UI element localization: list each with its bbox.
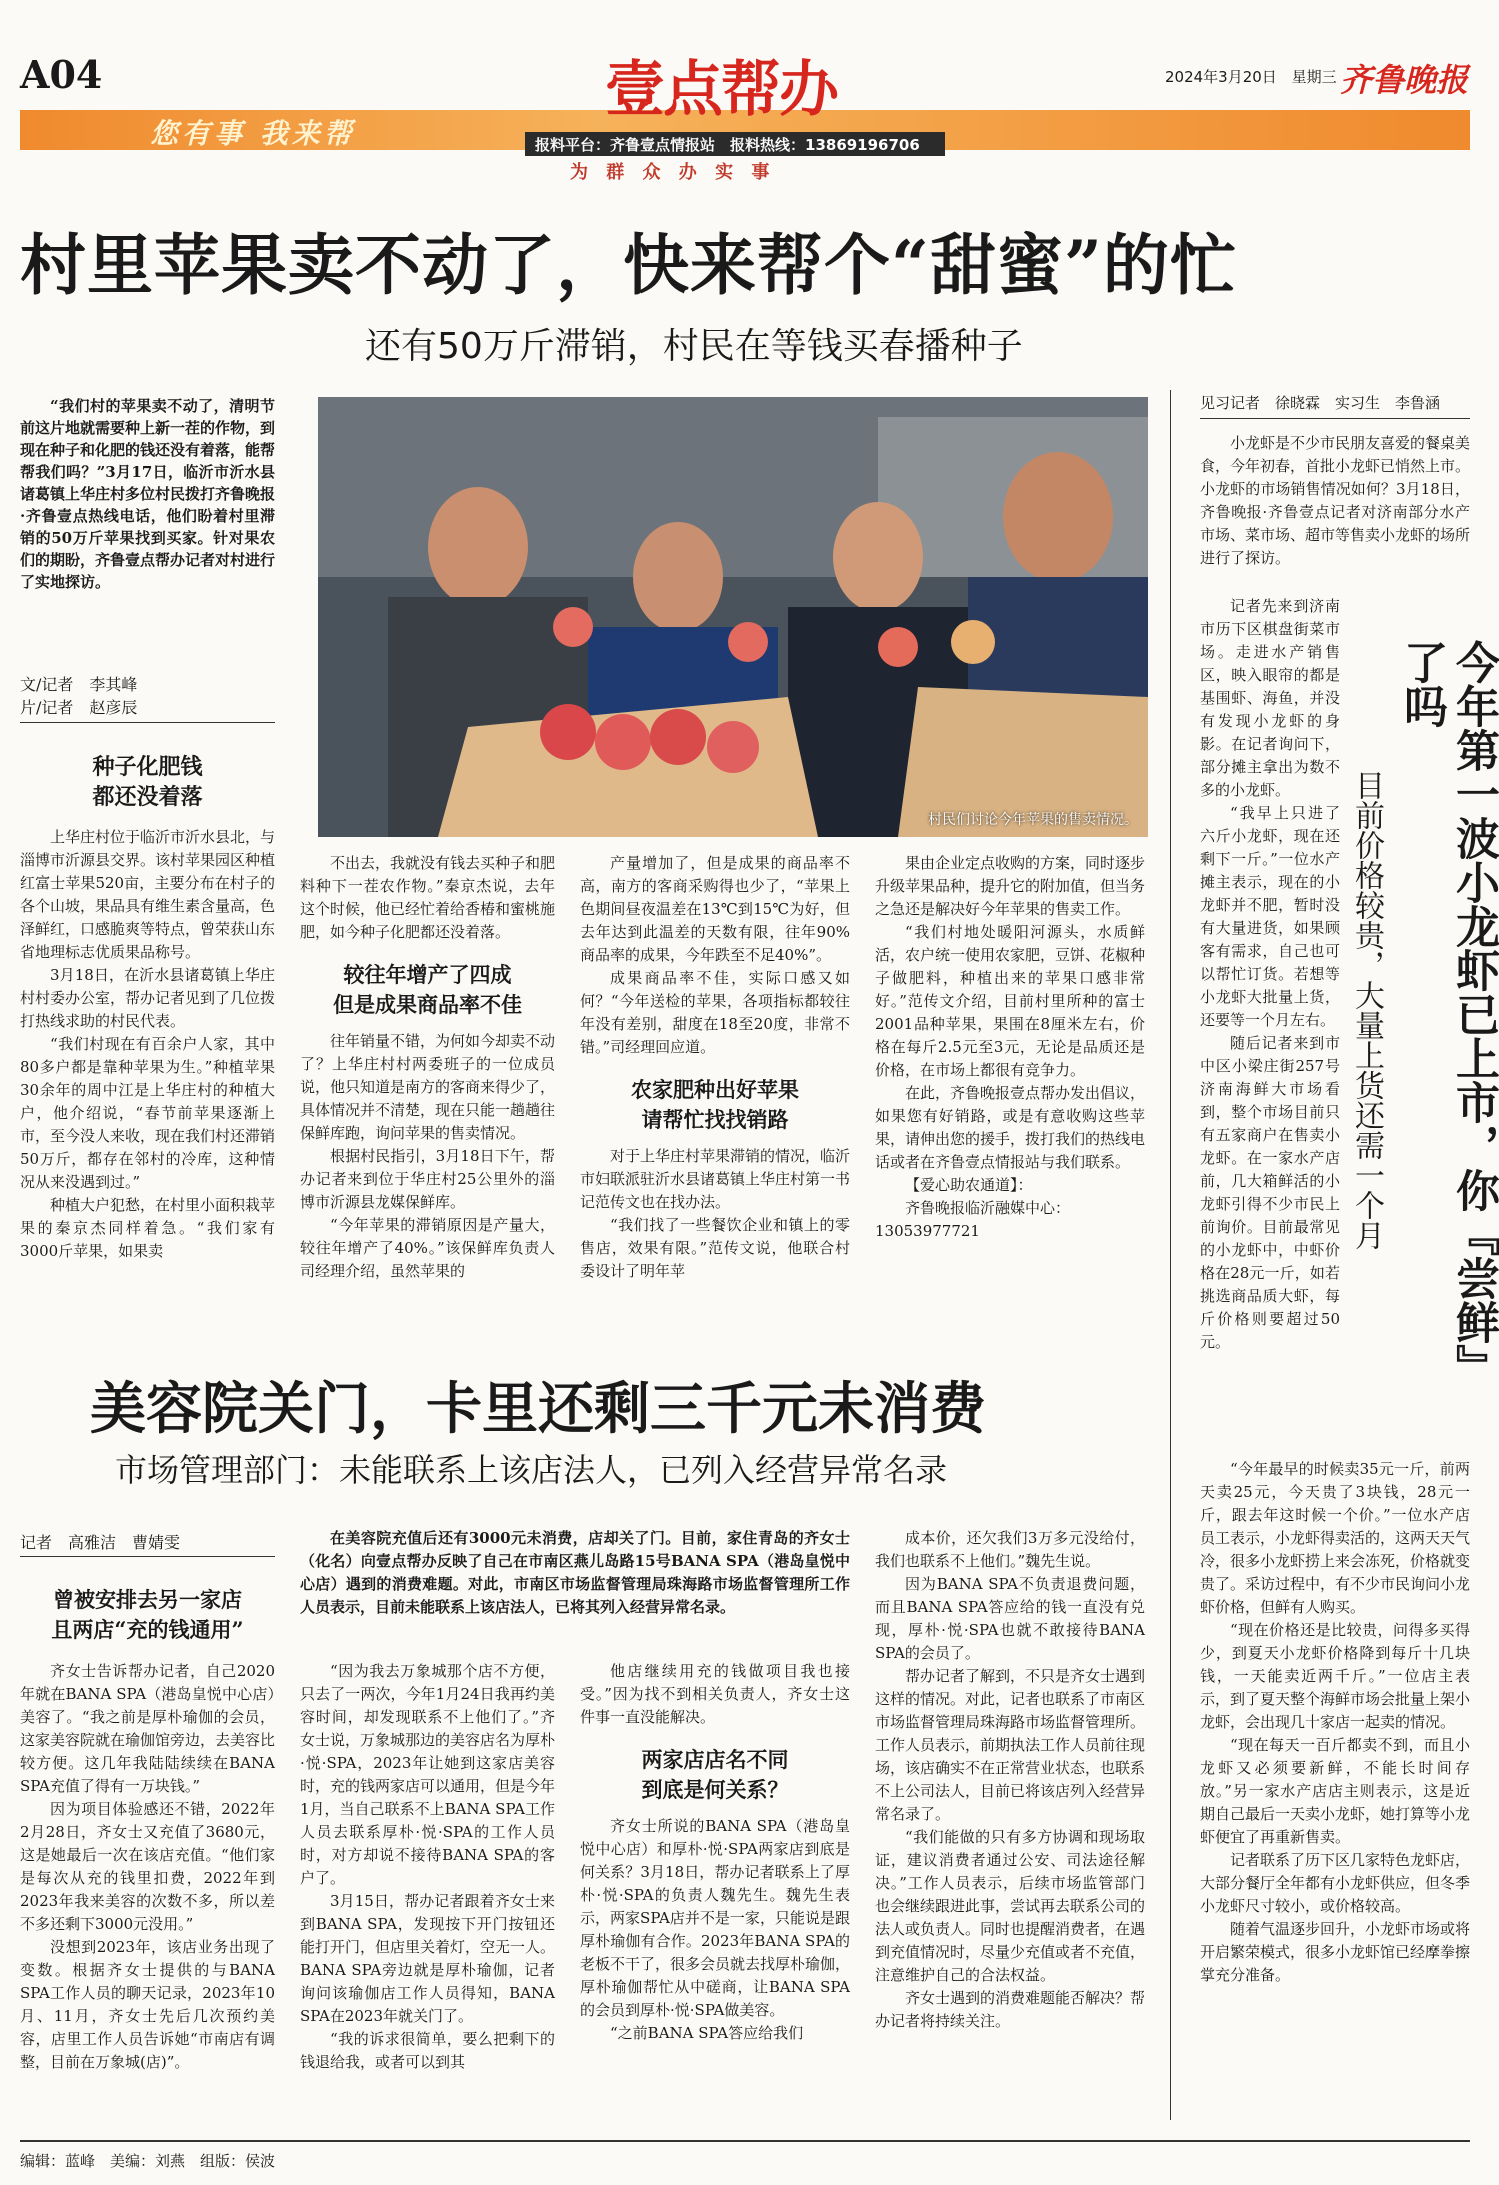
story1-headline: 村里苹果卖不动了，快来帮个“甜蜜”的忙 <box>20 226 1237 304</box>
paragraph: 果由企业定点收购的方案，同时逐步升级苹果品种，提升它的附加值，但当务之急还是解决好今年苹果的售卖工作。 <box>875 854 1146 918</box>
paragraph: “我们找了一些餐饮企业和镇上的零售店，效果有限。”范传文说，他联合村委设计了明年苹 <box>580 1216 850 1280</box>
lead-paragraph: 在美容院充值后还有3000元未消费，店却关了门。目前，家住青岛的齐女士（化名）向壹点帮办反映了自己在市南区燕儿岛路15号BANA SPA（港岛皇悦中心店）遇到的消费难题。对此，市南区市场监督管理局珠海路市场监督管理所工作人员表示，目前未能联系上该店法人，已将其列入经营异常名录。 <box>300 1529 850 1616</box>
paragraph: “之前BANA SPA答应给我们 <box>610 2024 804 2042</box>
paragraph: 产量增加了，但是成果的商品率不高，南方的客商采购得也少了，“苹果上色期间昼夜温差在13℃到15℃为好，但去年达到此温差的天数有限，往年90%商品率的成果，今年跌至不足40%”。 <box>580 854 850 964</box>
story2-byline: 记者 高雅洁 曹婧雯 <box>20 1533 181 1552</box>
paragraph: 3月15日，帮办记者跟着齐女士来到BANA SPA，发现按下开门按钮还能打开门，但店里关着灯，空无一人。BANA SPA旁边就是厚朴瑜伽，记者询问该瑜伽店工作人员得知，BANA SPA在2023年就关门了。 <box>300 1892 556 2025</box>
contact-line: 齐鲁晚报临沂融媒中心： <box>905 1199 1071 1217</box>
paragraph: 小龙虾是不少市民朋友喜爱的餐桌美食，今年初春，首批小龙虾已悄然上市。小龙虾的市场销售情况如何？3月18日，齐鲁晚报·齐鲁壹点记者对济南部分水产市场、菜市场、超市等售卖小龙虾的场所进行了探访。 <box>1200 434 1471 567</box>
story3-bottom-column <box>1200 1458 1470 1987</box>
story3-subheadline: 目前价格较贵，大量上货还需一个月 <box>1349 770 1384 1250</box>
page-number: A04 <box>20 52 103 97</box>
issue-date <box>1165 66 1337 87</box>
photo-caption: 村民们讨论今年苹果的售卖情况。 <box>928 812 1138 828</box>
paper-name-logo: 齐鲁晚报 <box>1340 61 1469 99</box>
story3-mid-column <box>1200 595 1340 1354</box>
divider <box>20 722 275 723</box>
column-divider <box>1170 390 1171 2120</box>
motto: 为 群 众 办 实 事 <box>570 162 776 183</box>
date-text: 2024年3月20日 <box>1165 68 1277 86</box>
paragraph: “现在每天一百斤都卖不到，而且小龙虾又必须要新鲜，不能长时间存放。”另一家水产店店主则表示，这是近期自己最后一天卖小龙虾，她打算等小龙虾便宜了再重新售卖。 <box>1200 1736 1471 1846</box>
paragraph: “我们村现在有百余户人家，其中80多户都是靠种苹果为生。”种植苹果30余年的周中江是上华庄村的种植大户，他介绍说，“春节前苹果逐渐上市，至今没人来收，现在我们村还滞销50万斤，都存在邻村的冷库，这种情况从来没遇到过。” <box>20 1035 276 1191</box>
paragraph: 种植大户犯愁，在村里小面积栽苹果的秦京杰同样着急。“我们家有3000斤苹果，如果卖 <box>20 1196 276 1260</box>
story2-column-2 <box>300 1660 555 2074</box>
paragraph: “我们村地处暖阳河源头，水质鲜活，农户统一使用农家肥，豆饼、花椒种子做肥料，种植出来的苹果口感非常好。”范传文介绍，目前村里所种的富士2001品种苹果，果围在8厘米左右，价格在每斤2.5元至3元，无论是品质还是价格，在市场上都很有竞争力。 <box>875 923 1146 1079</box>
paragraph: 因为项目体验感还不错，2022年2月28日，齐女士又充值了3680元，这是她最后一次在该店充值。“他们家是每次从充的钱里扣费，2022年到2023年我来美容的次数不多，所以差不多还剩下3000元没用。” <box>20 1800 275 1933</box>
paragraph: 在此，齐鲁晚报壹点帮办发出倡议，如果您有好销路，或是有意收购这些苹果，请伸出您的援手，拨打我们的热线电话或者在齐鲁壹点情报站与我们联系。 <box>875 1084 1146 1171</box>
paragraph: 3月18日，在沂水县诸葛镇上华庄村村委办公室，帮办记者见到了几位拨打热线求助的村民代表。 <box>20 966 276 1030</box>
paragraph: 不出去，我就没有钱去买种子和肥料种下一茬农作物。”秦京杰说，去年这个时候，他已经忙着给香椿和蜜桃施肥，如今种子化肥都还没着落。 <box>300 854 556 941</box>
paragraph: “我的诉求很简单，要么把剩下的钱退给我，或者可以到其 <box>300 2030 555 2071</box>
weekday-text: 星期三 <box>1291 68 1337 86</box>
paragraph: 成果商品率不佳，实际口感又如何？“今年送检的苹果，各项指标都较往年没有差别，甜度在18至20度，非常不错。”司经理回应道。 <box>580 969 850 1056</box>
paragraph: 因为BANA SPA不负责退费问题，而且BANA SPA答应给的钱一直没有兑现，厚朴·悦·SPA也就不敢接待BANA SPA的会员了。 <box>875 1575 1145 1662</box>
paragraph: “现在价格还是比较贵，问得多买得少，到夏天小龙虾价格降到每斤十几块钱，一天能卖近两千斤。”一位店主表示，到了夏天整个海鲜市场会批量上架小龙虾，会出现几十家店一起卖的情况。 <box>1200 1621 1471 1731</box>
story1-column-3 <box>580 852 850 1283</box>
paragraph: “今年苹果的滞销原因是产量大，较往年增产了40%。”该保鲜库负责人司经理介绍，虽然苹果的 <box>300 1216 555 1280</box>
paragraph: 记者先来到济南市历下区棋盘街菜市场。走进水产销售区，映入眼帘的都是基围虾、海鱼，并没有发现小龙虾的身影。在记者询问下，部分摊主拿出为数不多的小龙虾。 <box>1200 597 1340 799</box>
contact-label: 【爱心助农通道】： <box>905 1176 1033 1194</box>
paragraph: 随着气温逐步回升，小龙虾市场或将开启繁荣模式，很多小龙虾馆已经摩拳擦掌充分准备。 <box>1200 1920 1471 1984</box>
divider <box>1200 418 1470 419</box>
divider <box>20 1556 275 1557</box>
story2-subhead-2: 两家店店名不同 到底是何关系？ <box>641 1747 789 1802</box>
story2-lead <box>300 1527 850 1619</box>
story1-subhead-3: 农家肥种出好苹果 请帮忙找找销路 <box>631 1077 799 1132</box>
story1-subheadline: 还有50万斤滞销，村民在等钱买春播种子 <box>365 326 1023 367</box>
story1-column-4 <box>875 852 1145 1243</box>
footer-credits: 编辑：蓝峰 美编：刘燕 组版：侯波 <box>20 2152 276 2170</box>
paragraph: 没想到2023年，该店业务出现了变数。根据齐女士提供的与BANA SPA工作人员的聊天记录，2023年10月、11月，齐女士先后几次预约美容，店里工作人员告诉她“市南店有调整，目前在万象城(店)”。 <box>20 1938 275 2071</box>
paragraph: 齐女士告诉帮办记者，自己2020年就在BANA SPA（港岛皇悦中心店）美容了。“我之前是厚朴瑜伽的会员，这家美容院就在瑜伽馆旁边，去美容比较方便。这几年我陆陆续续在BANA SPA充值了得有一万块钱。” <box>20 1662 276 1795</box>
story2-column-4 <box>875 1527 1145 2033</box>
paragraph: 成本价，还欠我们3万多元没给付，我们也联系不上他们。”魏先生说。 <box>875 1529 1145 1570</box>
contact-phone: 13053977721 <box>875 1222 980 1240</box>
paragraph: 上华庄村位于临沂市沂水县北，与淄博市沂源县交界。该村苹果园区种植红富士苹果520亩，主要分布在村子的各个山坡，果品具有维生素含量高，色泽鲜红，口感脆爽等特点，曾荣获山东省地理标志优质果品称号。 <box>20 828 276 961</box>
story1-column-1 <box>20 826 275 1263</box>
story3-headline: 今年第一波小龙虾已上市，你『尝鲜』了吗 <box>1396 640 1499 1388</box>
lead-paragraph: “我们村的苹果卖不动了，清明节前这片地就需要种上新一茬的作物，到现在种子和化肥的钱还没有着落，能帮帮我们吗？”3月17日，临沂市沂水县诸葛镇上华庄村多位村民拨打齐鲁晚报·齐鲁壹点热线电话，他们盼着村里滞销的50万斤苹果找到买家。针对果农们的期盼，齐鲁壹点帮办记者对村进行了实地探访。 <box>20 397 276 591</box>
paragraph: 记者联系了历下区几家特色龙虾店，大部分餐厅全年都有小龙虾供应，但冬季小龙虾尺寸较小，或价格较高。 <box>1200 1851 1471 1915</box>
byline-text: 文/记者 李其峰 <box>20 675 138 694</box>
story1-column-2 <box>300 852 555 1283</box>
paragraph: 齐女士所说的BANA SPA（港岛皇悦中心店）和厚朴·悦·SPA两家店到底是何关系？3月18日，帮办记者联系上了厚朴·悦·SPA的负责人魏先生。魏先生表示，两家SPA店并不是一家，只能说是跟厚朴瑜伽有合作。2023年BANA SPA的老板不干了，很多会员就去找厚朴瑜伽，厚朴瑜伽帮忙从中磋商，让BANA SPA的会员到厚朴·悦·SPA做美容。 <box>580 1817 851 2019</box>
byline-photo: 片/记者 赵彦辰 <box>20 698 138 717</box>
story3-byline: 见习记者 徐晓霖 实习生 李鲁涵 <box>1200 394 1441 412</box>
paragraph: 帮办记者了解到，不只是齐女士遇到这样的情况。对此，记者也联系了市南区市场监督管理局珠海路市场监督管理所。工作人员表示，前期执法工作人员前往现场，该店确实不在正常营业状态，也联系不上公司法人，目前已将该店列入经营异常名录了。 <box>875 1667 1146 1823</box>
paragraph: 根据村民指引，3月18日下午，帮办记者来到位于华庄村25公里外的淄博市沂源县龙媒保鲜库。 <box>300 1147 555 1211</box>
story2-headline: 美容院关门，卡里还剩三千元未消费 <box>90 1376 986 1442</box>
paragraph: “因为我去万象城那个店不方便，只去了一两次，今年1月24日我再约美容时间，却发现联系不上他们了。”齐女士说，万象城那边的美容店名为厚朴·悦·SPA，2023年让她到这家店美容时，充的钱两家店可以通用，但是今年1月，当自己联系不上BANA SPA工作人员去联系厚朴·悦·SPA的工作人员时，对方却说不接待BANA SPA的客户了。 <box>300 1662 556 1887</box>
story1-byline <box>20 672 275 718</box>
paragraph: 齐女士遇到的消费难题能否解决？帮办记者将持续关注。 <box>875 1989 1146 2030</box>
story1-lead <box>20 395 275 593</box>
paragraph: “我早上只进了六斤小龙虾，现在还剩下一斤。”一位水产摊主表示，现在的小龙虾并不肥，暂时没有大量进货，如果顾客有需求，自己也可以帮忙订货。若想等小龙虾大批量上货，还要等一个月左右。 <box>1200 804 1340 1029</box>
story2-column-1 <box>20 1660 275 2074</box>
story1-subhead-1: 种子化肥钱 都还没着落 <box>92 754 203 810</box>
column-logo <box>605 40 875 125</box>
story1-subhead-2: 较往年增产了四成 但是成果商品率不佳 <box>333 962 522 1017</box>
column-logo-text: 壹点帮办 <box>605 55 837 125</box>
paragraph: “我们能做的只有多方协调和现场取证，建议消费者通过公安、司法途径解决。”工作人员表示，后续市场监管部门也会继续跟进此事，尝试再去联系公司的法人或负责人。同时也提醒消费者，在遇到充值情况时，尽量少充值或者不充值，注意维护自己的合法权益。 <box>875 1828 1146 1984</box>
story2-subhead-1: 曾被安排去另一家店 且两店“充的钱通用” <box>51 1587 244 1642</box>
paragraph: 随后记者来到市中区小梁庄街257号济南海鲜大市场看到，整个市场目前只有五家商户在售卖小龙虾。在一家水产店前，几大箱鲜活的小龙虾引得不少市民上前询价。目前最常见的小龙虾中，中虾价格在28元一斤，如若挑选商品质大虾，每斤价格则要超过50元。 <box>1200 1034 1340 1351</box>
story2-column-3 <box>580 1660 850 2045</box>
footer-rule <box>20 2140 1470 2142</box>
paragraph: “今年最早的时候卖35元一斤，前两天卖25元，今天贵了3块钱，28元一斤，跟去年这时候一个价。”一位水产店员工表示，小龙虾得卖活的，这两天天气冷，很多小龙虾捞上来会冻死，价格就变贵了。采访过程中，有不少市民询问小龙虾价格，但鲜有人购买。 <box>1200 1460 1471 1616</box>
paragraph: 对于上华庄村苹果滞销的情况，临沂市妇联派驻沂水县诸葛镇上华庄村第一书记范传文也在找办法。 <box>580 1147 851 1211</box>
story3-top-column <box>1200 432 1470 570</box>
paragraph: 往年销量不错，为何如今却卖不动了？上华庄村村两委班子的一位成员说，他只知道是南方的客商来得少了，具体情况并不清楚，现在只能一趟趟往保鲜库跑，询问苹果的售卖情况。 <box>300 1032 556 1142</box>
hotline-label: 报料平台：齐鲁壹点情报站 报料热线：13869196706 <box>535 136 920 154</box>
story2-subheadline: 市场管理部门：未能联系上该店法人，已列入经营异常名录 <box>115 1451 948 1489</box>
story1-photo <box>318 397 1148 837</box>
masthead-slogan: 您有事 我来帮 <box>150 117 356 150</box>
paragraph: 他店继续用充的钱做项目我也接受。”因为找不到相关负责人，齐女士这件事一直没能解决。 <box>580 1662 850 1726</box>
photo-scene <box>318 397 1148 837</box>
